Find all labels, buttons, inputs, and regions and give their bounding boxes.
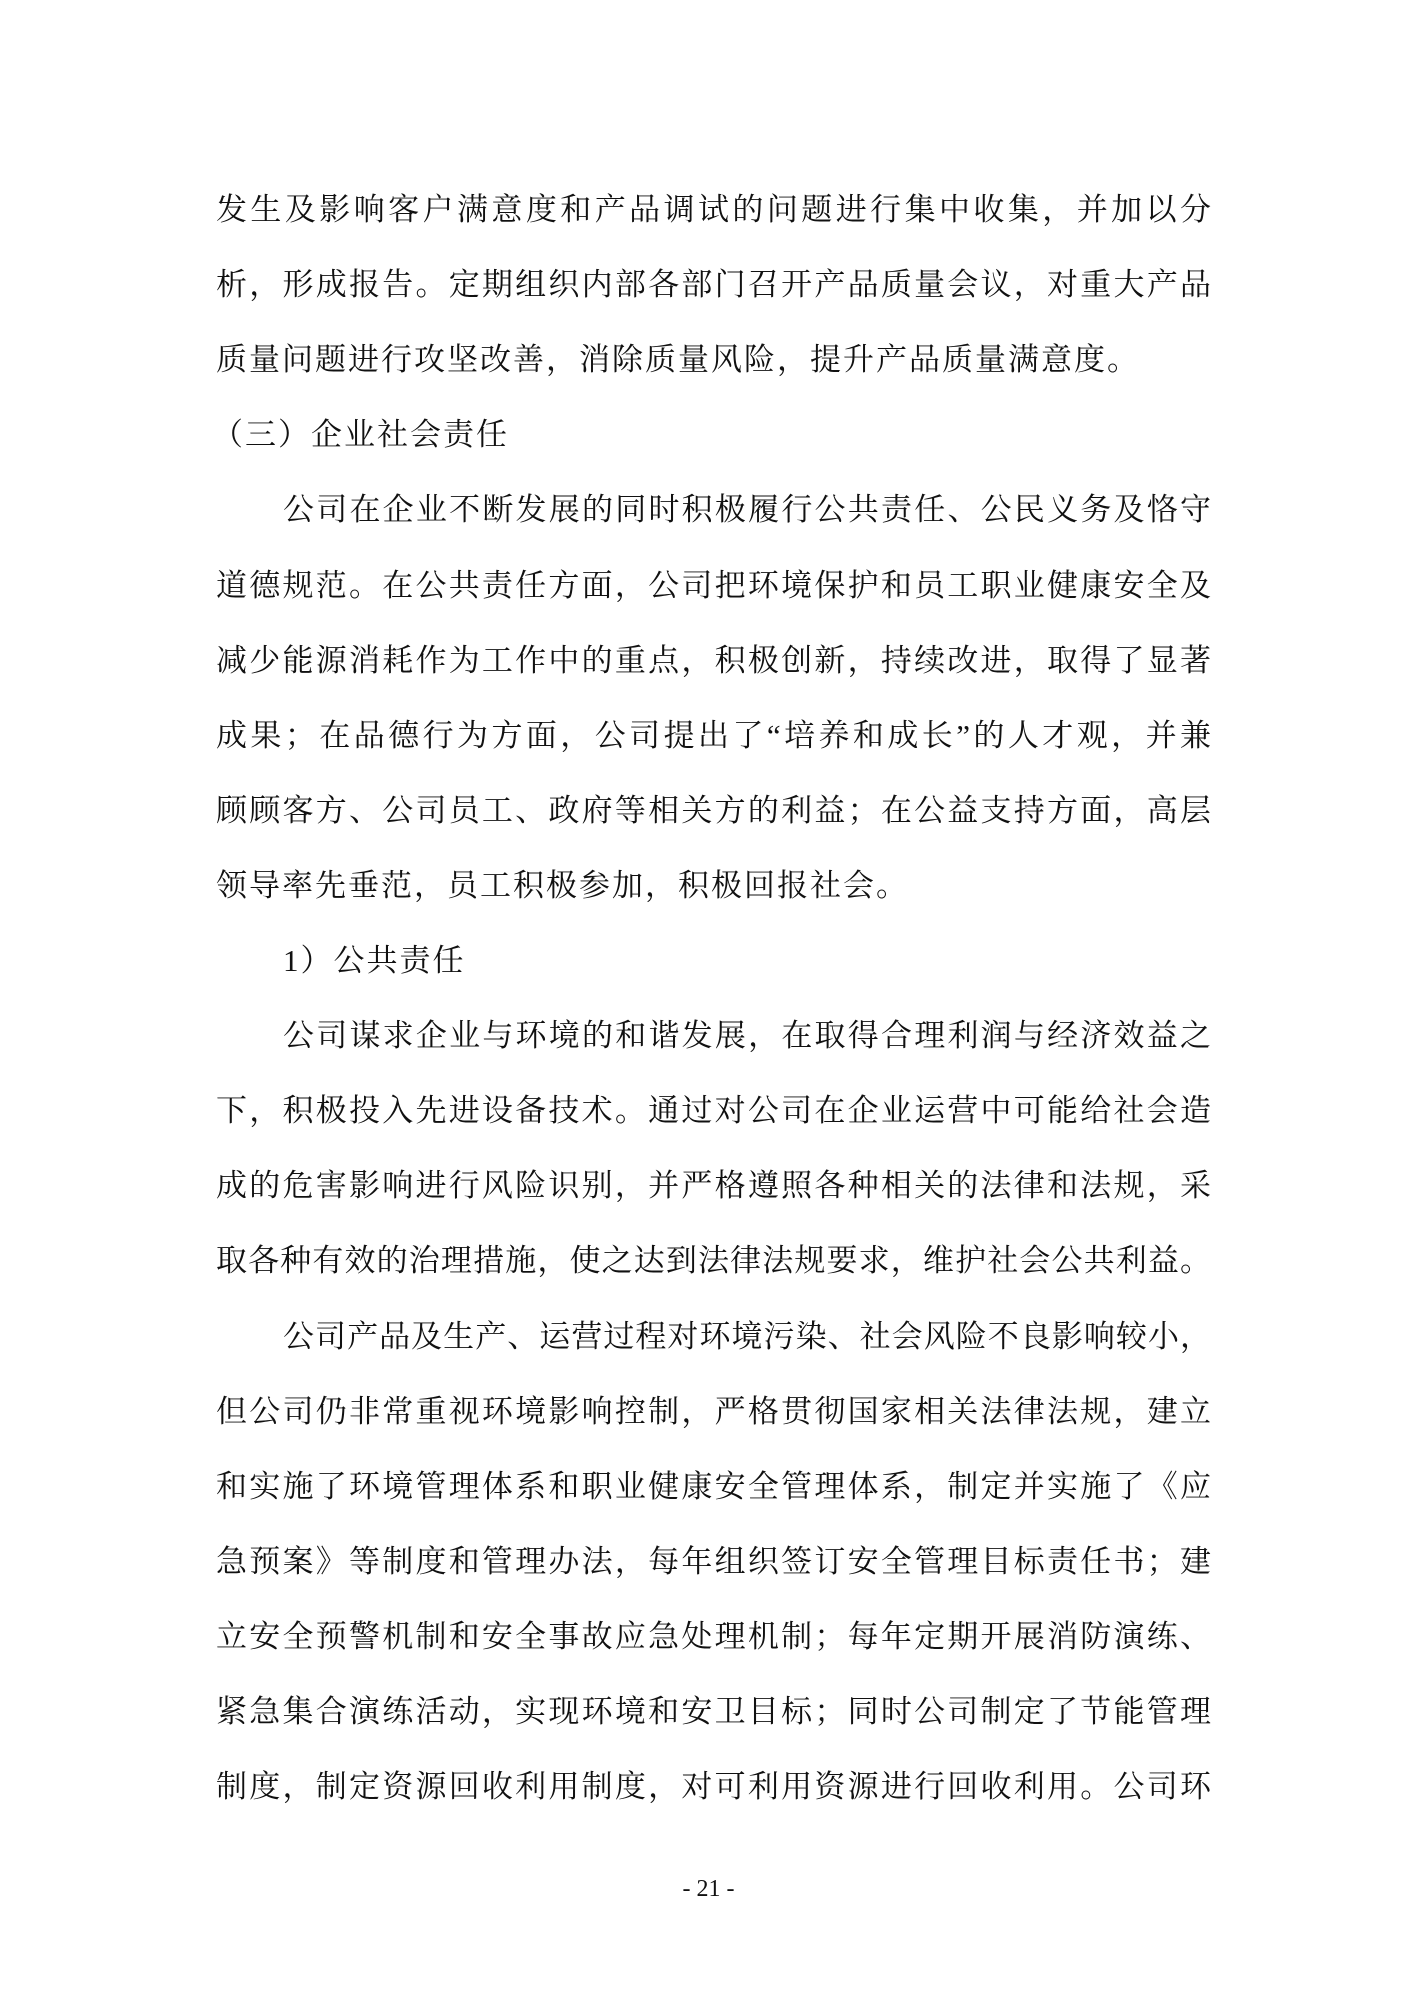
text-line: 发生及影响客户满意度和产品调试的问题进行集中收集，并加以分 (216, 192, 1211, 227)
text-line: 紧急集合演练活动，实现环境和安卫目标；同时公司制定了节能管理 (216, 1694, 1211, 1729)
text-line: 成的危害影响进行风险识别，并严格遵照各种相关的法律和法规，采 (216, 1168, 1211, 1204)
text-line: 制度，制定资源回收利用制度，对可利用资源进行回收利用。公司环 (216, 1769, 1211, 1805)
text-line: 公司在企业不断发展的同时积极履行公共责任、公民义务及恪守 (283, 492, 1211, 528)
text-line: 领导率先垂范，员工积极参加，积极回报社会。 (216, 867, 909, 903)
section-heading: 1）公共责任 (283, 943, 466, 978)
text-line: 但公司仍非常重视环境影响控制，严格贯彻国家相关法律法规，建立 (216, 1393, 1211, 1429)
text-line: 质量问题进行攻坚改善，消除质量风险，提升产品质量满意度。 (216, 342, 1140, 378)
text-line: 和实施了环境管理体系和职业健康安全管理体系，制定并实施了《应 (216, 1468, 1211, 1504)
text-line: 公司产品及生产、运营过程对环境污染、社会风险不良影响较小， (283, 1318, 1211, 1354)
text-line: 道德规范。在公共责任方面，公司把环境保护和员工职业健康安全及 (216, 567, 1211, 603)
text-line: 成果；在品德行为方面，公司提出了“培养和成长”的人才观，并兼 (216, 717, 1211, 753)
text-line: 立安全预警机制和安全事故应急处理机制；每年定期开展消防演练、 (216, 1618, 1211, 1654)
text-line: 急预案》等制度和管理办法，每年组织签订安全管理目标责任书；建 (216, 1543, 1211, 1579)
section-heading: （三）企业社会责任 (212, 417, 509, 453)
text-line: 取各种有效的治理措施，使之达到法律法规要求，维护社会公共利益。 (216, 1243, 1211, 1279)
text-line: 公司谋求企业与环境的和谐发展，在取得合理利润与经济效益之 (283, 1018, 1211, 1054)
text-line: 顾顾客方、公司员工、政府等相关方的利益；在公益支持方面，高层 (216, 792, 1211, 828)
page-number: - 21 - (682, 1876, 735, 1902)
text-line: 下，积极投入先进设备技术。通过对公司在企业运营中可能给社会造 (216, 1093, 1211, 1129)
text-line: 减少能源消耗作为工作中的重点，积极创新，持续改进，取得了显著 (216, 642, 1211, 678)
text-line: 析，形成报告。定期组织内部各部门召开产品质量会议，对重大产品 (216, 267, 1211, 303)
